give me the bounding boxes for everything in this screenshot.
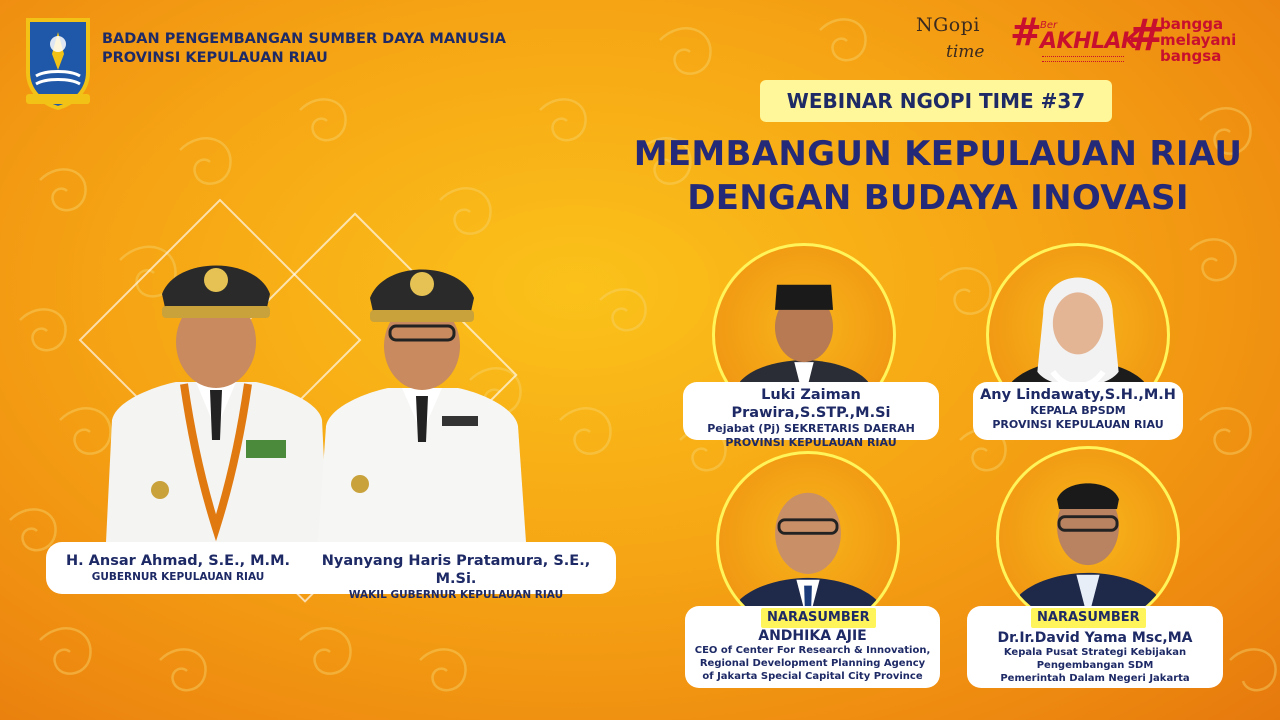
vice-governor-name-block bbox=[300, 552, 612, 602]
hashtag-icon: # bbox=[1010, 10, 1042, 54]
speaker-role-line: KEPALA BPSDM bbox=[1030, 404, 1126, 417]
province-emblem-logo bbox=[22, 14, 94, 110]
governor-role: GUBERNUR KEPULAUAN RIAU bbox=[91, 571, 265, 583]
governor-name: H. Ansar Ahmad, S.E., M.M. bbox=[65, 553, 291, 569]
bangga-line: bangga bbox=[1160, 15, 1224, 33]
bangga-line: bangsa bbox=[1160, 47, 1222, 65]
speaker-role-line: Pengembangan SDM bbox=[1036, 660, 1154, 671]
ngopi-logo-line2: time bbox=[946, 42, 985, 62]
org-name-line2: PROVINSI KEPULAUAN RIAU bbox=[102, 50, 328, 66]
ngopi-time-logo bbox=[912, 14, 998, 70]
speaker-role-line: Pemerintah Dalam Negeri Jakarta bbox=[1000, 673, 1190, 684]
bangga-line: melayani bbox=[1160, 31, 1237, 49]
org-name-line1: BADAN PENGEMBANGAN SUMBER DAYA MANUSIA bbox=[102, 31, 507, 47]
speaker-role-line: CEO of Center For Research & Innovation, bbox=[694, 645, 931, 656]
webinar-badge: WEBINAR NGOPI TIME #37 bbox=[760, 80, 1112, 122]
speaker-name: Dr.Ir.David Yama Msc,MA bbox=[997, 630, 1193, 646]
governor-photo bbox=[96, 250, 336, 542]
berakhlak-logo bbox=[1010, 10, 1138, 64]
speaker-role-line: PROVINSI KEPULAUAN RIAU bbox=[992, 418, 1164, 431]
event-title bbox=[620, 132, 1256, 220]
bangga-logo-text bbox=[1160, 16, 1236, 64]
speaker-name: Any Lindawaty,S.H.,M.H bbox=[980, 387, 1176, 403]
speaker-role-line: Kepala Pusat Strategi Kebijakan bbox=[1003, 647, 1187, 658]
speaker-name-card bbox=[683, 382, 939, 449]
akhlak-word: AKHLAK bbox=[1040, 29, 1138, 54]
speaker-name: ANDHIKA AJIE bbox=[758, 628, 867, 644]
narasumber-tag: NARASUMBER bbox=[761, 608, 876, 628]
bangga-melayani-bangsa-logo bbox=[1128, 12, 1248, 68]
akhlak-tagline bbox=[1042, 56, 1124, 62]
hashtag-icon: # bbox=[1128, 10, 1165, 61]
speaker-name-card bbox=[973, 382, 1183, 440]
vice-governor-photo bbox=[312, 256, 532, 542]
speaker-role-line: Pejabat (Pj) SEKRETARIS DAERAH bbox=[707, 422, 915, 435]
speaker-role-line: of Jakarta Special Capital City Province bbox=[702, 671, 923, 682]
speaker-role-line: PROVINSI KEPULAUAN RIAU bbox=[725, 436, 897, 449]
speaker-photo bbox=[996, 446, 1180, 630]
speaker-name: Luki Zaiman Prawira,S.STP.,M.Si bbox=[731, 387, 891, 421]
org-name bbox=[102, 30, 506, 68]
governor-name-block bbox=[56, 552, 300, 584]
event-title-line2: DENGAN BUDAYA INOVASI bbox=[687, 178, 1189, 218]
vice-governor-name: Nyanyang Haris Pratamura, S.E., M.Si. bbox=[321, 553, 591, 587]
akhlak-prefix: Ber bbox=[1040, 20, 1058, 31]
speaker-role-line: Regional Development Planning Agency bbox=[699, 658, 926, 669]
ngopi-logo-line1: NGopi bbox=[916, 14, 980, 36]
vice-governor-role: WAKIL GUBERNUR KEPULAUAN RIAU bbox=[348, 589, 564, 601]
event-title-line1: MEMBANGUN KEPULAUAN RIAU bbox=[633, 134, 1243, 174]
narasumber-tag: NARASUMBER bbox=[1031, 608, 1146, 628]
